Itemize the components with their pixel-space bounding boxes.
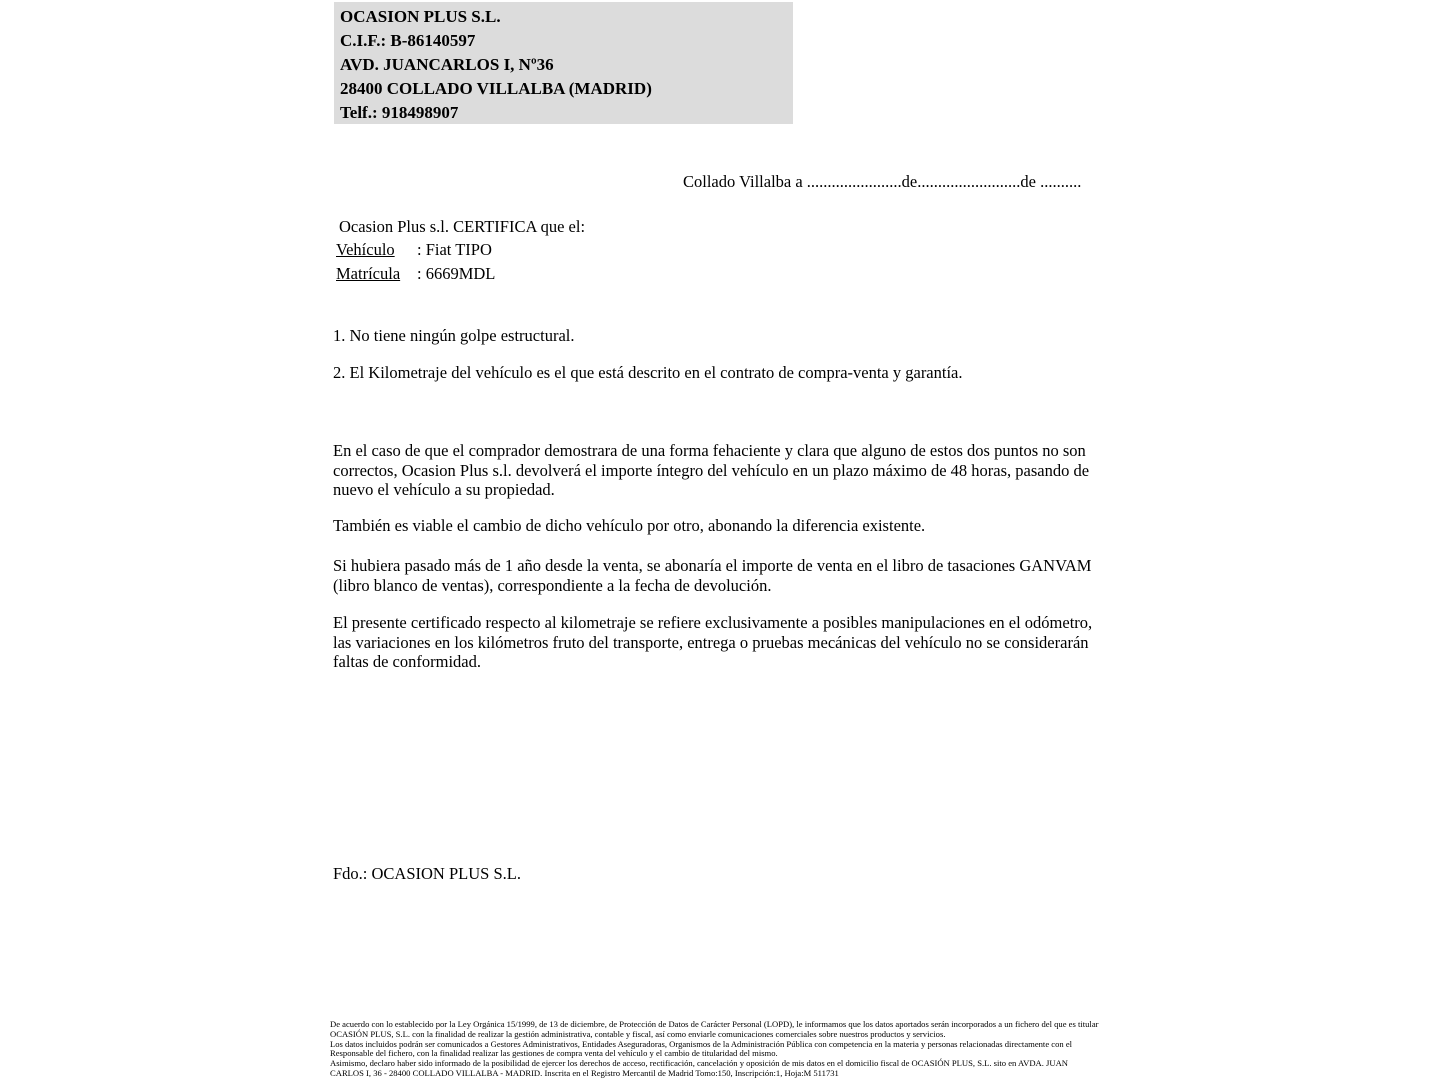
plate-value: : 6669MDL <box>417 264 496 283</box>
legal-paragraph-lopd: De acuerdo con lo establecido por la Ley Orgánica 15/1999, de 13 de diciembre, de Protección de Datos de Carácter Personal (LOPD), le informamos que los datos aportados serán incorporados a un fichero del que es titular OCASIÓN PLUS, S.L. con la finalidad de realizar la gestión administrativa, contable y fiscal, así como enviarle comunicaciones comerciales sobre nuestros productos y servicios. <box>330 1019 1099 1039</box>
vehicle-field-row <box>336 240 492 260</box>
company-name: OCASION PLUS S.L. <box>340 7 501 26</box>
plate-label-text: Matrícula <box>336 264 401 283</box>
signature-line: Fdo.: OCASION PLUS S.L. <box>333 864 521 883</box>
numbered-point-1: 1. No tiene ningún golpe estructural. <box>333 326 575 345</box>
paragraph-ganvam-valuation: Si hubiera pasado más de 1 año desde la venta, se abonaría el importe de venta en el libro de tasaciones GANVAM (libro blanco de ventas), correspondiente a la fecha de devolución. <box>333 556 1092 595</box>
company-cif: C.I.F.: B-86140597 <box>340 31 476 50</box>
vehicle-label-text: Vehículo <box>336 240 395 259</box>
date-place-line: Collado Villalba a .......................de.........................de .......... <box>683 172 1082 191</box>
numbered-point-2: 2. El Kilometraje del vehículo es el que está descrito en el contrato de compra-venta y garantía. <box>333 363 963 382</box>
company-city: 28400 COLLADO VILLALBA (MADRID) <box>340 79 652 98</box>
company-letterhead <box>334 2 793 124</box>
legal-footer <box>330 1020 1102 1079</box>
paragraph-odometer-disclaimer: El presente certificado respecto al kilometraje se refiere exclusivamente a posibles manipulaciones en el odómetro, las variaciones en los kilómetros fruto del transporte, entrega o pruebas mecánicas del vehículo no se considerarán faltas de conformidad. <box>333 613 1093 671</box>
plate-field-row <box>336 264 495 284</box>
company-address: AVD. JUANCARLOS I, Nº36 <box>340 55 554 74</box>
plate-label <box>336 264 417 284</box>
vehicle-value: : Fiat TIPO <box>417 240 492 259</box>
vehicle-label <box>336 240 417 260</box>
certify-statement: Ocasion Plus s.l. CERTIFICA que el: <box>339 217 586 236</box>
paragraph-exchange-option: También es viable el cambio de dicho vehículo por otro, abonando la diferencia existente. <box>333 516 926 535</box>
paragraph-refund-terms: En el caso de que el comprador demostrara de una forma fehaciente y clara que alguno de estos dos puntos no son correctos, Ocasion Plus s.l. devolverá el importe íntegro del vehículo en un plazo máximo de 48 horas, pasando de nuevo el vehículo a su propiedad. <box>333 441 1090 499</box>
legal-paragraph-rights: Asimismo, declaro haber sido informado de la posibilidad de ejercer los derechos de acceso, rectificación, cancelación y oposición de mis datos en el domicilio fiscal de OCASIÓN PLUS, S.L. sito en AVDA. JUAN CARLOS I, 36 - 28400 COLLADO VILLALBA - MADRID. Inscrita en el Registro Mercantil de Madrid Tomo:150, Inscripción:1, Hoja:M 511731 <box>330 1058 1069 1078</box>
legal-paragraph-data-sharing: Los datos incluidos podrán ser comunicados a Gestores Administrativos, Entidades Aseguradoras, Organismos de la Administración Pública con competencia en la materia y personas relacionadas directamente con el Responsable del fichero, con la finalidad realizar las gestiones de compra venta del vehículo y el cambio de titularidad del mismo. <box>330 1038 1073 1059</box>
company-phone: Telf.: 918498907 <box>340 103 459 122</box>
